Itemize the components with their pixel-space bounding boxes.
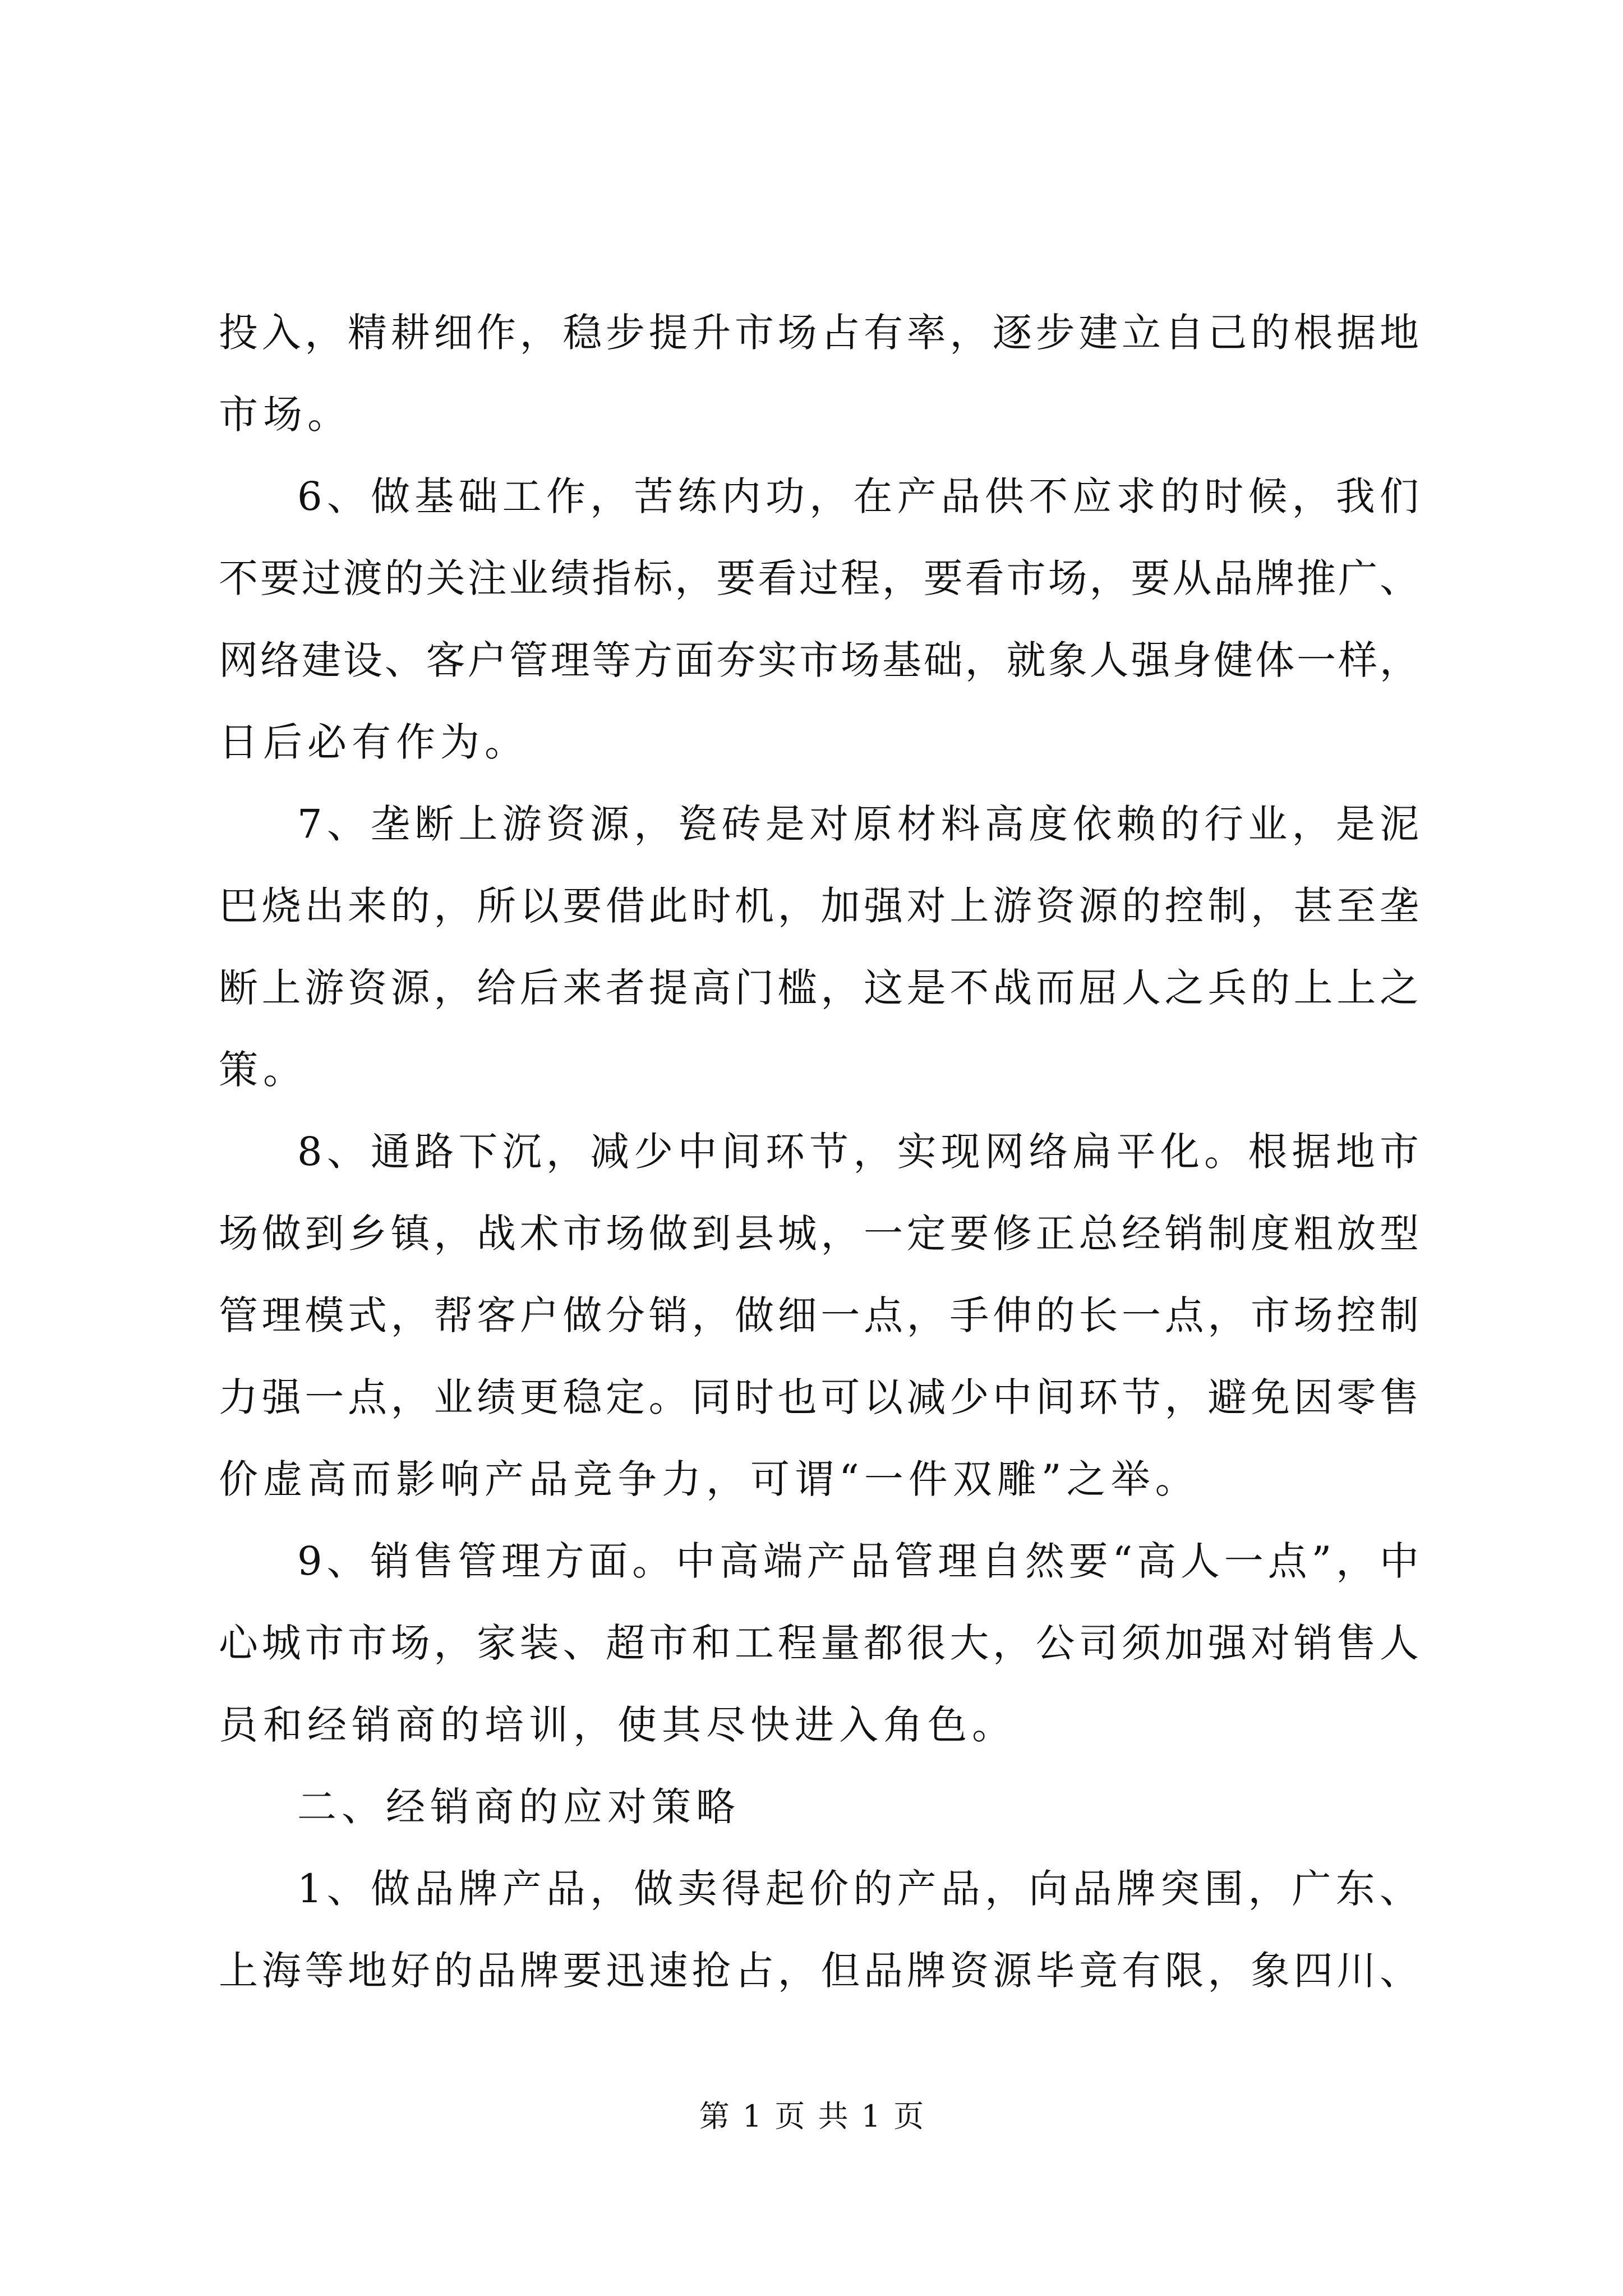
text-line: 7、垄断上游资源，瓷砖是对原材料高度依赖的行业，是泥 (297, 801, 1419, 847)
section-heading: 二、经销商的应对策略 (297, 1784, 740, 1830)
text-line: 策。 (219, 1047, 307, 1093)
text-line: 市场。 (219, 392, 352, 438)
text-line: 1、做品牌产品，做卖得起价的产品，向品牌突围，广东、 (297, 1866, 1419, 1912)
text-line: 不要过渡的关注业绩指标，要看过程，要看市场，要从品牌推广、 (219, 555, 1419, 601)
text-line: 员和经销商的培训，使其尽快进入角色。 (219, 1702, 1016, 1748)
text-line: 价虚高而影响产品竞争力，可谓“一件双雕”之举。 (219, 1456, 1200, 1502)
text-line: 6、做基础工作，苦练内功，在产品供不应求的时候，我们 (297, 473, 1419, 519)
text-line: 场做到乡镇，战术市场做到县城，一定要修正总经销制度粗放型 (219, 1211, 1419, 1257)
page-footer: 第 1 页 共 1 页 (699, 2099, 924, 2134)
text-line: 力强一点，业绩更稳定。同时也可以减少中间环节，避免因零售 (219, 1374, 1419, 1420)
text-line: 8、通路下沉，减少中间环节，实现网络扁平化。根据地市 (297, 1129, 1419, 1175)
text-line: 9、销售管理方面。中高端产品管理自然要“高人一点”，中 (297, 1538, 1419, 1584)
text-line: 断上游资源，给后来者提高门槛，这是不战而屈人之兵的上上之 (219, 965, 1419, 1011)
text-line: 巴烧出来的，所以要借此时机，加强对上游资源的控制，甚至垄 (219, 883, 1419, 929)
text-line: 日后必有作为。 (219, 719, 529, 765)
document-body (219, 292, 1419, 2012)
text-line: 上海等地好的品牌要迅速抢占，但品牌资源毕竟有限，象四川、 (219, 1948, 1419, 1994)
text-line: 投入，精耕细作，稳步提升市场占有率，逐步建立自己的根据地 (219, 310, 1419, 356)
text-line: 心城市市场，家装、超市和工程量都很大，公司须加强对销售人 (219, 1620, 1419, 1666)
text-line: 网络建设、客户管理等方面夯实市场基础，就象人强身健体一样， (219, 637, 1419, 683)
text-line: 管理模式，帮客户做分销，做细一点，手伸的长一点，市场控制 (219, 1292, 1419, 1338)
